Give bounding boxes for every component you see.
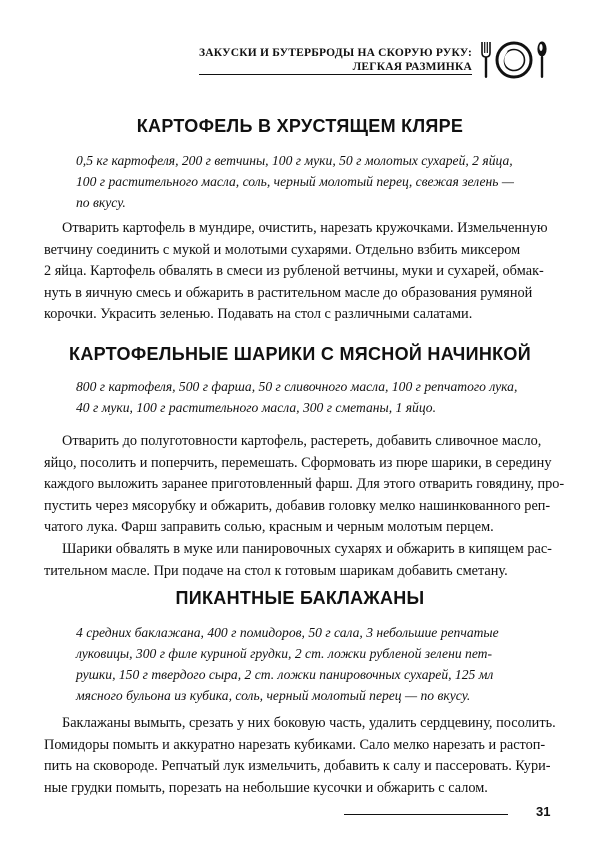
body-line: пить на сковороде. Репчатый лук измельчить, добавить к салу и пассеровать. Кури- <box>44 758 551 775</box>
cutlery-decoration <box>480 40 548 80</box>
body-line: пустить через мясорубку и обжарить, добавив головку мелко нашинкованного реп- <box>44 497 551 514</box>
ingredients-1 <box>76 150 556 213</box>
fork-icon <box>480 40 492 80</box>
body-line: яйцо, посолить и поперчить, перемешать. Сформовать из пюре шарики, в середину <box>44 454 552 471</box>
plate-icon <box>495 40 533 80</box>
ingredients-2 <box>76 376 556 418</box>
instructions-1 <box>44 218 558 326</box>
body-line: ные грудки помыть, порезать на небольшие кусочки и обжарить с салом. <box>44 779 488 796</box>
header-line-2: ЛЕГКАЯ РАЗМИНКА <box>199 60 472 75</box>
recipe-title-2: КАРТОФЕЛЬНЫЕ ШАРИКИ С МЯСНОЙ НАЧИНКОЙ <box>69 344 531 364</box>
header-text <box>199 46 478 75</box>
body-line: Отварить до полуготовности картофель, растереть, добавить сливочное масло, <box>62 433 542 449</box>
ingredients-line: 4 средних баклажана, 400 г помидоров, 50 г сала, 3 небольшие репчатые <box>76 625 499 640</box>
body-line: Шарики обвалять в муке или панировочных сухарях и обжарить в кипящем рас- <box>62 540 552 557</box>
ingredients-line: по вкусу. <box>76 195 126 210</box>
body-line: 2 яйца. Картофель обвалять в смеси из рубленой ветчины, муки и сухарей, обмак- <box>44 263 544 280</box>
body-line: Баклажаны вымыть, срезать у них боковую часть, удалить сердцевину, посолить. <box>62 715 556 731</box>
running-header <box>199 40 548 80</box>
body-line: корочки. Украсить зеленью. Подавать на стол с различными салатами. <box>44 306 473 323</box>
page-number: 31 <box>536 804 551 819</box>
body-line: нуть в яичную смесь и обжарить в растительном масле до образования румяной <box>44 284 533 301</box>
recipe-title-1: КАРТОФЕЛЬ В ХРУСТЯЩЕМ КЛЯРЕ <box>136 116 464 136</box>
ingredients-line: мясного бульона из кубика, соль, черный молотый перец — по вкусу. <box>76 688 471 703</box>
body-line: ветчину соединить с мукой и молотыми сухарями. Отдельно взбить миксером <box>44 241 521 258</box>
body-line: чатого лука. Фарш заправить солью, красным и черным молотым перцем. <box>44 519 494 536</box>
recipe-title-3: ПИКАНТНЫЕ БАКЛАЖАНЫ <box>175 588 425 608</box>
body-line: Отварить картофель в мундире, очистить, нарезать кружочками. Измельченную <box>62 220 548 236</box>
ingredients-line: 40 г муки, 100 г растительного масла, 300 г сметаны, 1 яйцо. <box>76 400 436 415</box>
body-line: тительном масле. При подаче на стол к готовым шарикам добавить сметану. <box>44 562 508 579</box>
header-line-1: ЗАКУСКИ И БУТЕРБРОДЫ НА СКОРУЮ РУКУ: <box>199 46 472 59</box>
ingredients-line: рушки, 150 г твердого сыра, 2 ст. ложки панировочных сухарей, 125 мл <box>76 667 494 682</box>
footer-rule <box>344 814 508 815</box>
ingredients-3 <box>76 622 556 706</box>
instructions-3 <box>44 713 558 799</box>
page-footer <box>344 804 550 819</box>
ingredients-line: 800 г картофеля, 500 г фарша, 50 г сливочного масла, 100 г репчатого лука, <box>76 379 518 394</box>
body-line: Помидоры помыть и аккуратно нарезать кубиками. Сало мелко нарезать и растоп- <box>44 736 546 753</box>
ingredients-line: 0,5 кг картофеля, 200 г ветчины, 100 г муки, 50 г молотых сухарей, 2 яйца, <box>76 153 513 168</box>
ingredients-line: луковицы, 300 г филе куриной грудки, 2 ст. ложки рубленой зелени пет- <box>76 646 493 661</box>
spoon-icon <box>536 40 548 80</box>
body-line: каждого выложить заранее приготовленный фарш. Для этого отварить говядину, про- <box>44 476 565 493</box>
ingredients-line: 100 г растительного масла, соль, черный молотый перец, свежая зелень — <box>76 174 514 189</box>
instructions-2 <box>44 431 565 582</box>
